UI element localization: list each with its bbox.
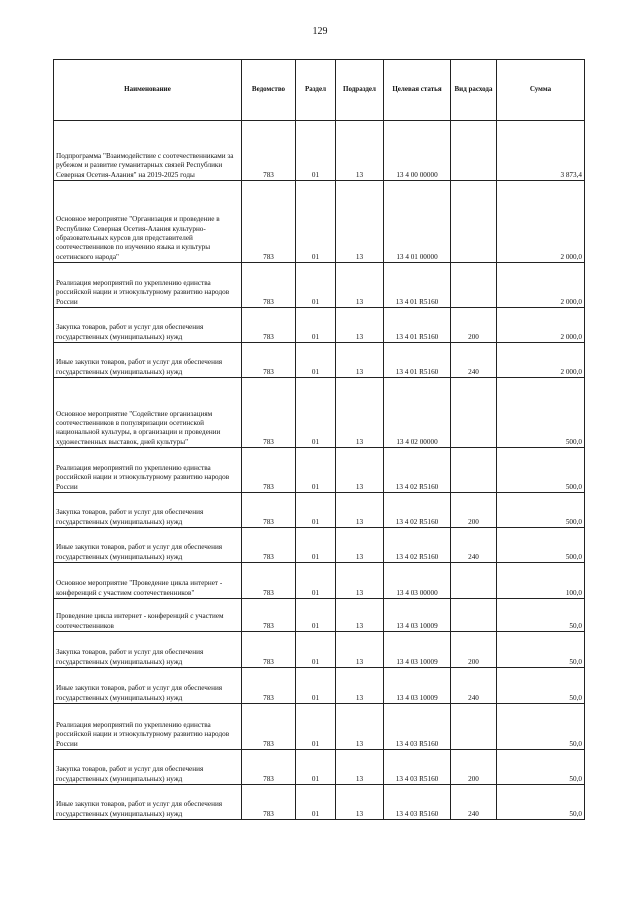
- table-row: [54, 563, 585, 599]
- row-statya: 13 4 03 R5160: [384, 704, 451, 750]
- header-vedomstvo: Ведомство: [242, 60, 296, 121]
- row-name: Иные закупки товаров, работ и услуг для обеспечения государственных (муниципальных) нужд: [54, 785, 242, 820]
- row-vedomstvo: 783: [242, 343, 296, 378]
- header-vid: Вид расхода: [451, 60, 497, 121]
- header-podrazdel: Подраздел: [336, 60, 384, 121]
- row-vid: [451, 121, 497, 181]
- row-name: Реализация мероприятий по укреплению единства российской нации и этнокультурному развитию народов России: [54, 448, 242, 493]
- row-vedomstvo: 783: [242, 668, 296, 704]
- row-vedomstvo: 783: [242, 308, 296, 343]
- row-statya: 13 4 01 00000: [384, 181, 451, 263]
- row-vedomstvo: 783: [242, 181, 296, 263]
- row-razdel: 01: [296, 121, 336, 181]
- row-name: Подпрограмма "Взаимодействие с соотечественниками за рубежом и развитие гуманитарных связей Республики Северная Осетия-Алания" на 2019-2025 годы: [54, 121, 242, 181]
- header-summa: Сумма: [497, 60, 585, 121]
- row-vid: [451, 181, 497, 263]
- row-vid: 240: [451, 343, 497, 378]
- row-podrazdel: 13: [336, 263, 384, 308]
- header-name: Наименование: [54, 60, 242, 121]
- row-summa: 2 000,0: [497, 181, 585, 263]
- table-row: [54, 378, 585, 448]
- page-number: 129: [312, 26, 328, 37]
- row-summa: 50,0: [497, 704, 585, 750]
- header-razdel: Раздел: [296, 60, 336, 121]
- row-podrazdel: 13: [336, 785, 384, 820]
- row-vedomstvo: 783: [242, 263, 296, 308]
- row-summa: 2 000,0: [497, 308, 585, 343]
- row-vid: 200: [451, 308, 497, 343]
- row-summa: 500,0: [497, 378, 585, 448]
- row-podrazdel: 13: [336, 378, 384, 448]
- table-row: [54, 493, 585, 528]
- row-podrazdel: 13: [336, 308, 384, 343]
- row-vid: 200: [451, 632, 497, 668]
- row-summa: 50,0: [497, 599, 585, 632]
- row-statya: 13 4 03 10009: [384, 599, 451, 632]
- table-row: [54, 704, 585, 750]
- row-vid: 240: [451, 785, 497, 820]
- row-podrazdel: 13: [336, 668, 384, 704]
- row-statya: 13 4 02 R5160: [384, 493, 451, 528]
- table-row: [54, 181, 585, 263]
- row-podrazdel: 13: [336, 181, 384, 263]
- row-podrazdel: 13: [336, 704, 384, 750]
- row-vedomstvo: 783: [242, 750, 296, 785]
- row-name: Основное мероприятие "Содействие организациям соотечественников в популяризации осетинской национальной культуры, в организации и проведении художественных выставок, дней культуры": [54, 378, 242, 448]
- row-statya: 13 4 03 10009: [384, 632, 451, 668]
- row-razdel: 01: [296, 599, 336, 632]
- row-razdel: 01: [296, 378, 336, 448]
- row-razdel: 01: [296, 704, 336, 750]
- row-podrazdel: 13: [336, 448, 384, 493]
- row-summa: 50,0: [497, 785, 585, 820]
- row-name: Закупка товаров, работ и услуг для обеспечения государственных (муниципальных) нужд: [54, 632, 242, 668]
- row-statya: 13 4 01 R5160: [384, 263, 451, 308]
- row-statya: 13 4 01 R5160: [384, 308, 451, 343]
- row-name: Закупка товаров, работ и услуг для обеспечения государственных (муниципальных) нужд: [54, 493, 242, 528]
- row-podrazdel: 13: [336, 121, 384, 181]
- header-statya: Целевая статья: [384, 60, 451, 121]
- table-row: [54, 308, 585, 343]
- row-statya: 13 4 03 R5160: [384, 750, 451, 785]
- table-row: [54, 599, 585, 632]
- table-row: [54, 785, 585, 820]
- row-vid: 240: [451, 528, 497, 563]
- table-row: [54, 121, 585, 181]
- row-razdel: 01: [296, 785, 336, 820]
- row-name: Основное мероприятие "Организация и проведение в Республике Северная Осетия-Алания культурно-образовательных курсов для представителей соотечественников по изучению языка и культуры осетинского народа": [54, 181, 242, 263]
- row-razdel: 01: [296, 528, 336, 563]
- table-row: [54, 263, 585, 308]
- row-name: Иные закупки товаров, работ и услуг для обеспечения государственных (муниципальных) нужд: [54, 528, 242, 563]
- row-statya: 13 4 00 00000: [384, 121, 451, 181]
- row-razdel: 01: [296, 668, 336, 704]
- row-vid: [451, 378, 497, 448]
- row-name: Реализация мероприятий по укреплению единства российской нации и этнокультурному развитию народов России: [54, 704, 242, 750]
- row-statya: 13 4 03 00000: [384, 563, 451, 599]
- row-podrazdel: 13: [336, 343, 384, 378]
- row-summa: 500,0: [497, 493, 585, 528]
- row-name: Основное мероприятие "Проведение цикла интернет - конференций с участием соотечественников": [54, 563, 242, 599]
- row-vedomstvo: 783: [242, 528, 296, 563]
- row-vedomstvo: 783: [242, 378, 296, 448]
- row-razdel: 01: [296, 750, 336, 785]
- row-name: Проведение цикла интернет - конференций с участием соотечественников: [54, 599, 242, 632]
- row-summa: 500,0: [497, 448, 585, 493]
- row-razdel: 01: [296, 308, 336, 343]
- row-podrazdel: 13: [336, 599, 384, 632]
- table-row: [54, 448, 585, 493]
- row-vedomstvo: 783: [242, 493, 296, 528]
- row-vedomstvo: 783: [242, 448, 296, 493]
- row-statya: 13 4 02 R5160: [384, 448, 451, 493]
- row-summa: 500,0: [497, 528, 585, 563]
- row-vedomstvo: 783: [242, 599, 296, 632]
- row-vid: [451, 448, 497, 493]
- row-razdel: 01: [296, 563, 336, 599]
- row-razdel: 01: [296, 448, 336, 493]
- row-vid: 200: [451, 750, 497, 785]
- row-summa: 3 873,4: [497, 121, 585, 181]
- row-vedomstvo: 783: [242, 704, 296, 750]
- table-row: [54, 750, 585, 785]
- row-name: Иные закупки товаров, работ и услуг для обеспечения государственных (муниципальных) нужд: [54, 343, 242, 378]
- row-vedomstvo: 783: [242, 632, 296, 668]
- table-header-row: [54, 60, 585, 121]
- row-summa: 2 000,0: [497, 263, 585, 308]
- row-razdel: 01: [296, 181, 336, 263]
- row-statya: 13 4 02 R5160: [384, 528, 451, 563]
- row-summa: 50,0: [497, 750, 585, 785]
- row-summa: 100,0: [497, 563, 585, 599]
- row-name: Закупка товаров, работ и услуг для обеспечения государственных (муниципальных) нужд: [54, 750, 242, 785]
- row-vid: [451, 599, 497, 632]
- row-vid: [451, 704, 497, 750]
- row-razdel: 01: [296, 632, 336, 668]
- row-summa: 2 000,0: [497, 343, 585, 378]
- table-row: [54, 632, 585, 668]
- row-podrazdel: 13: [336, 632, 384, 668]
- row-vid: [451, 263, 497, 308]
- row-vedomstvo: 783: [242, 785, 296, 820]
- row-podrazdel: 13: [336, 750, 384, 785]
- row-summa: 50,0: [497, 632, 585, 668]
- row-vid: 200: [451, 493, 497, 528]
- row-statya: 13 4 03 10009: [384, 668, 451, 704]
- row-vid: 240: [451, 668, 497, 704]
- table-row: [54, 668, 585, 704]
- row-razdel: 01: [296, 493, 336, 528]
- row-summa: 50,0: [497, 668, 585, 704]
- row-podrazdel: 13: [336, 493, 384, 528]
- row-vedomstvo: 783: [242, 563, 296, 599]
- table-row: [54, 528, 585, 563]
- row-razdel: 01: [296, 263, 336, 308]
- budget-table: [53, 59, 585, 820]
- row-podrazdel: 13: [336, 563, 384, 599]
- row-statya: 13 4 01 R5160: [384, 343, 451, 378]
- row-vedomstvo: 783: [242, 121, 296, 181]
- table-row: [54, 343, 585, 378]
- row-vid: [451, 563, 497, 599]
- row-name: Закупка товаров, работ и услуг для обеспечения государственных (муниципальных) нужд: [54, 308, 242, 343]
- row-razdel: 01: [296, 343, 336, 378]
- row-name: Иные закупки товаров, работ и услуг для обеспечения государственных (муниципальных) нужд: [54, 668, 242, 704]
- row-statya: 13 4 03 R5160: [384, 785, 451, 820]
- row-name: Реализация мероприятий по укреплению единства российской нации и этнокультурному развитию народов России: [54, 263, 242, 308]
- row-podrazdel: 13: [336, 528, 384, 563]
- row-statya: 13 4 02 00000: [384, 378, 451, 448]
